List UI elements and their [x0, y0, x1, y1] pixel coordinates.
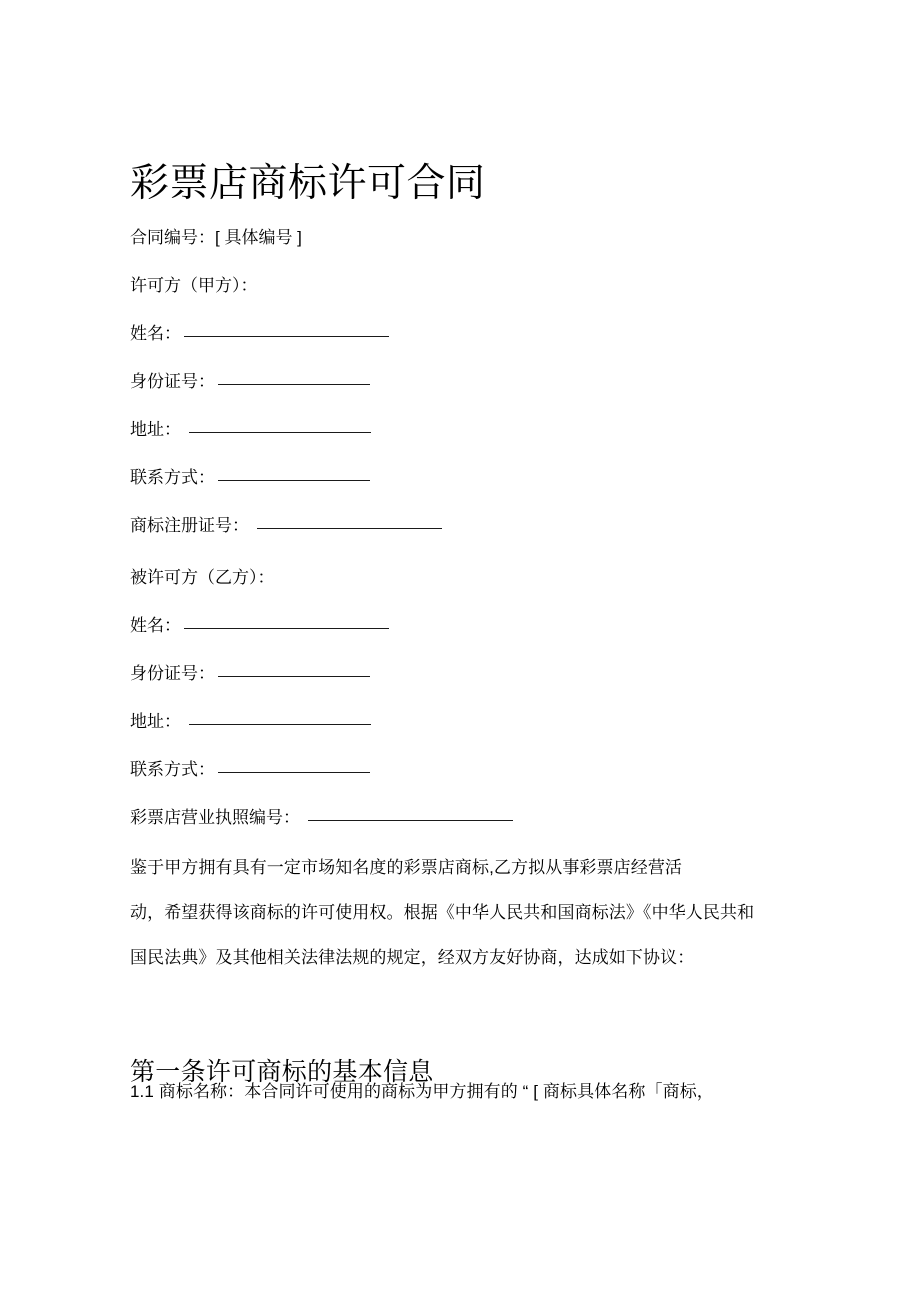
- recital-line-2: 动，希望获得该商标的许可使用权。根据《中华人民共和国商标法》《中华人民共和: [130, 903, 755, 922]
- licensor-contact-label: 联系方式：: [130, 468, 215, 487]
- licensee-field-business-license: [130, 806, 513, 830]
- clause-1-1: 1.1 商标名称：本合同许可使用的商标为甲方拥有的 “ [ 商标具体名称「商标，: [130, 1082, 714, 1101]
- licensor-contact-blank[interactable]: [218, 469, 370, 481]
- contract-number-value: [ 具体编号 ]: [215, 228, 302, 247]
- licensor-field-name: [130, 322, 389, 346]
- licensee-field-address: [130, 710, 371, 734]
- licensor-name-blank[interactable]: [184, 325, 389, 337]
- licensor-field-contact: [130, 466, 370, 490]
- licensee-heading-label: 被许可方（乙方）：: [130, 568, 275, 587]
- trademark-reg-label: 商标注册证号：: [130, 516, 249, 535]
- business-license-blank[interactable]: [308, 809, 513, 821]
- licensee-heading: [130, 566, 275, 590]
- licensee-id-label: 身份证号：: [130, 664, 215, 683]
- licensee-contact-label: 联系方式：: [130, 760, 215, 779]
- licensor-heading: [130, 274, 258, 298]
- licensee-field-name: [130, 614, 389, 638]
- licensee-contact-blank[interactable]: [218, 761, 370, 773]
- recital-line-3: 国民法典》及其他相关法律法规的规定，经双方友好协商，达成如下协议：: [130, 948, 695, 967]
- licensor-field-address: [130, 418, 371, 442]
- licensor-address-label: 地址：: [130, 420, 181, 439]
- trademark-reg-blank[interactable]: [257, 517, 442, 529]
- page-title: 彩票店商标许可合同: [130, 162, 486, 206]
- section-heading-article-1: 第一条许可商标的基本信息: [130, 1057, 434, 1086]
- licensee-id-blank[interactable]: [218, 665, 370, 677]
- licensor-address-blank[interactable]: [189, 421, 371, 433]
- licensee-address-blank[interactable]: [189, 713, 371, 725]
- licensor-id-blank[interactable]: [218, 373, 370, 385]
- licensee-field-contact: [130, 758, 370, 782]
- licensor-name-label: 姓名：: [130, 324, 181, 343]
- licensor-id-label: 身份证号：: [130, 372, 215, 391]
- licensee-address-label: 地址：: [130, 712, 181, 731]
- licensor-heading-label: 许可方（甲方）：: [130, 276, 258, 295]
- licensee-name-label: 姓名：: [130, 616, 181, 635]
- recital-line-1: 鉴于甲方拥有具有一定市场知名度的彩票店商标,乙方拟从事彩票店经营活: [130, 858, 683, 877]
- business-license-label: 彩票店营业执照编号：: [130, 808, 300, 827]
- licensor-field-id: [130, 370, 370, 394]
- licensee-field-id: [130, 662, 370, 686]
- contract-number-line: [130, 226, 302, 250]
- licensee-name-blank[interactable]: [184, 617, 389, 629]
- contract-number-label: 合同编号：: [130, 228, 215, 247]
- licensor-field-trademark-reg: [130, 514, 442, 538]
